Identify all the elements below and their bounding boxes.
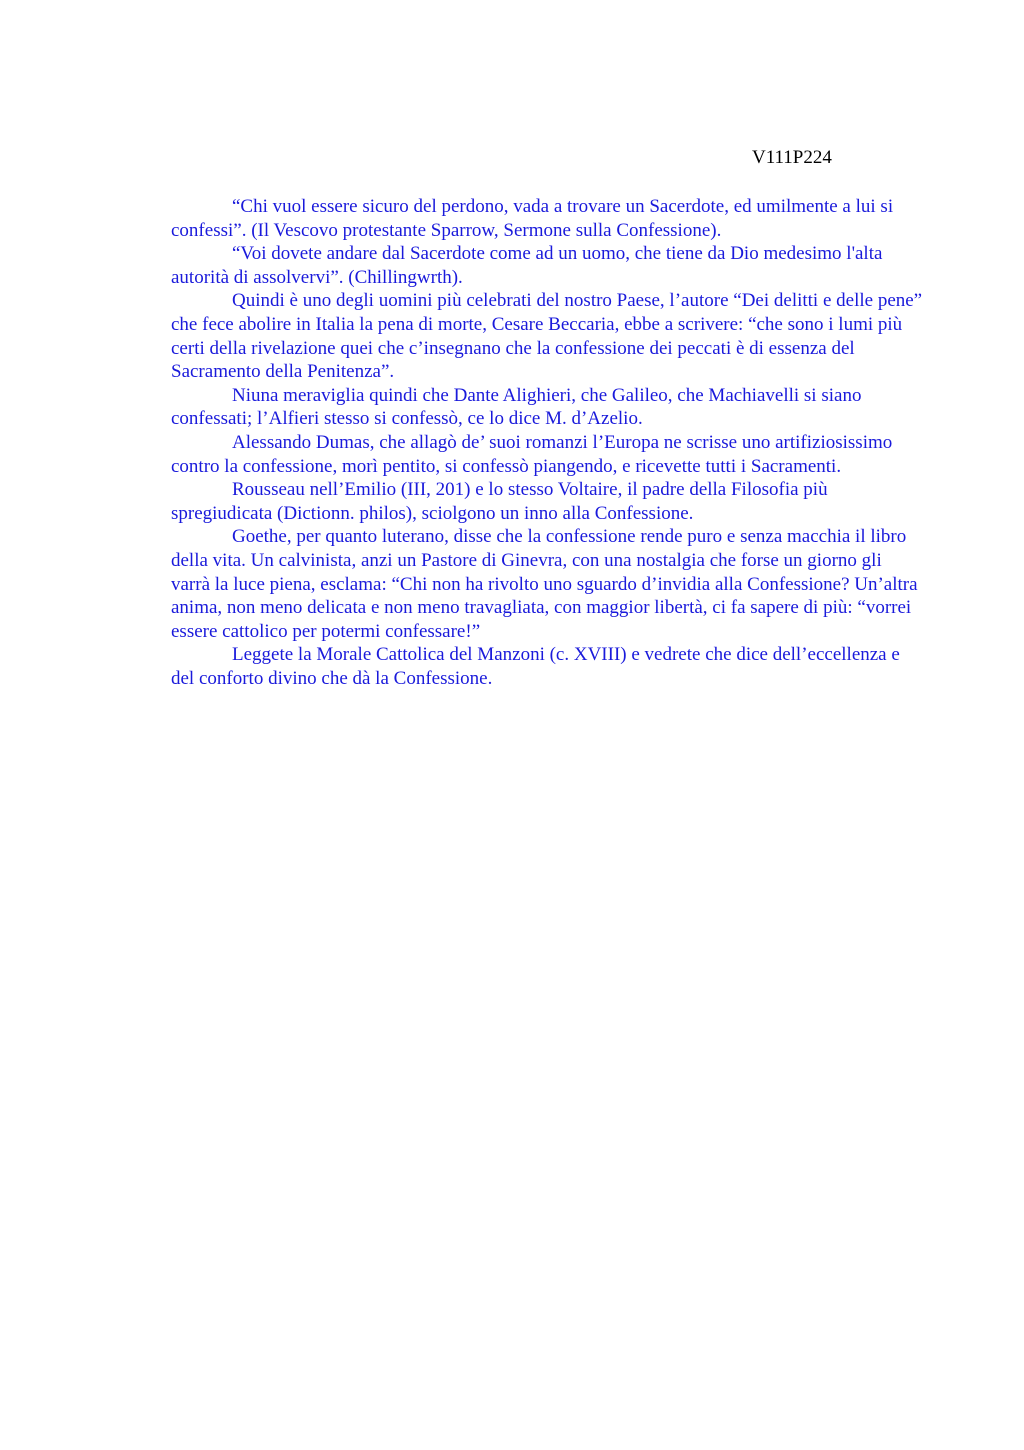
paragraph: Niuna meraviglia quindi che Dante Alighieri, che Galileo, che Machiavelli si siano confessati; l’Alfieri stesso si confessò, ce lo dice M. d’Azelio. (171, 384, 862, 430)
paragraph: “Voi dovete andare dal Sacerdote come ad un uomo, che tiene da Dio medesimo l'alta autorità di assolvervi”. (Chillingwrth). (171, 243, 883, 288)
document-body (171, 195, 925, 690)
paragraph: Leggete la Morale Cattolica del Manzoni (c. XVIII) e vedrete che dice dell’eccellenza e del conforto divino che dà la Confessione. (171, 644, 900, 689)
page-identifier: V111P224 (752, 147, 832, 168)
paragraph: Alessando Dumas, che allagò de’ suoi romanzi l’Europa ne scrisse uno artifiziosissimo contro la confessione, morì pentito, si confessò piangendo, e ricevette tutti i Sacramenti. (171, 431, 893, 477)
paragraph: Rousseau nell’Emilio (III, 201) e lo stesso Voltaire, il padre della Filosofia più spregiudicata (Dictionn. philos), sciolgono un inno alla Confessione. (171, 479, 828, 524)
paragraph: Quindi è uno degli uomini più celebrati del nostro Paese, l’autore “Dei delitti e delle pene” che fece abolire in Italia la pena di morte, Cesare Beccaria, ebbe a scrivere: “che sono i lumi più certi della rivelazione quei che c’insegnano che la confessione dei peccati è di essenza del Sacramento della Penitenza”. (171, 290, 923, 383)
paragraph: Goethe, per quanto luterano, disse che la confessione rende puro e senza macchia il libro della vita. Un calvinista, anzi un Pastore di Ginevra, con una nostalgia che forse un giorno gli varrà la luce piena, esclama: “Chi non ha rivolto uno sguardo d’invidia alla Confessione? Un’altra anima, non meno delicata e non meno travagliata, con maggior libertà, ci fa sapere di più: “vorrei essere cattolico per potermi confessare!” (171, 526, 918, 642)
paragraph: “Chi vuol essere sicuro del perdono, vada a trovare un Sacerdote, ed umilmente a lui si confessi”. (Il Vescovo protestante Sparrow, Sermone sulla Confessione). (171, 196, 894, 241)
